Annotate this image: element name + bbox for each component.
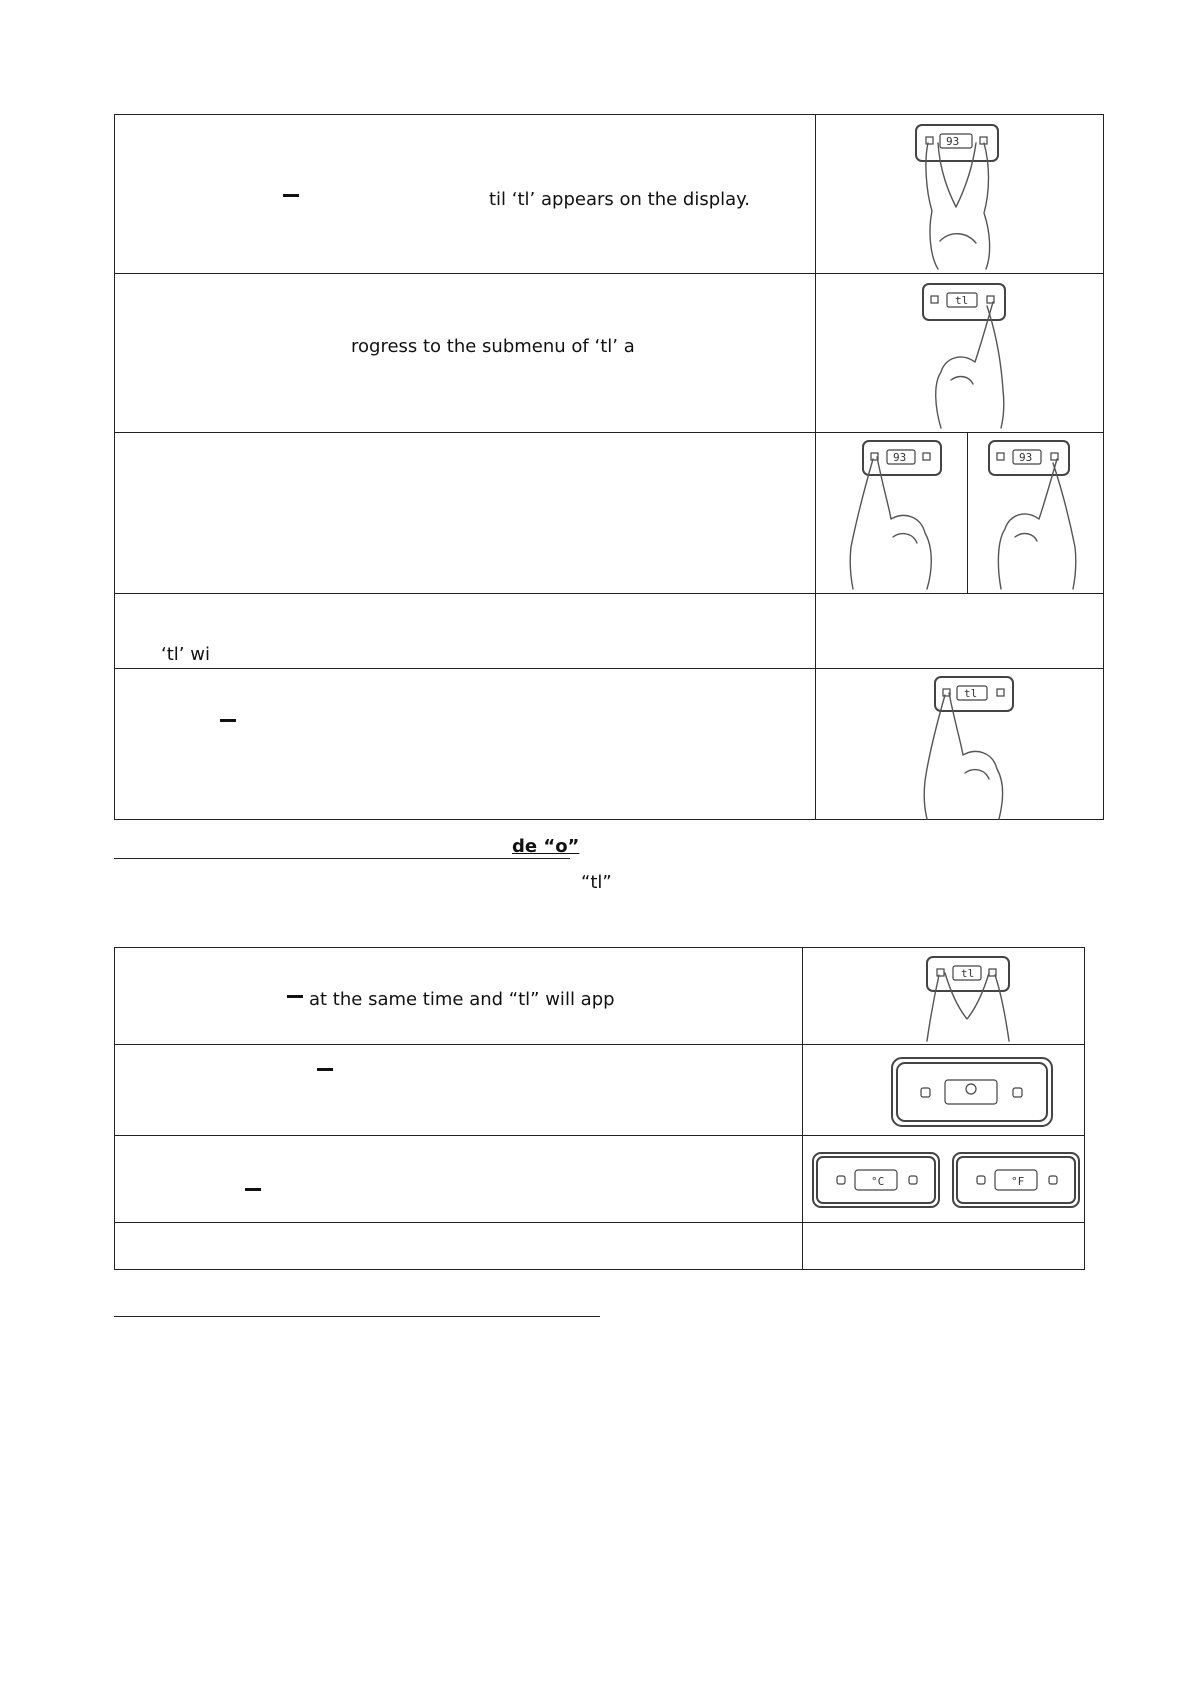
finger-press-plus-illustration (905, 280, 1025, 430)
section-heading-underline (114, 1316, 600, 1317)
minus-symbol (220, 719, 236, 722)
column-divider (967, 433, 968, 593)
table-row (115, 1045, 1084, 1136)
section-heading: de “o” (512, 836, 580, 857)
table-row (115, 115, 1103, 274)
display-readout: tl (955, 294, 969, 307)
minus-symbol (283, 194, 299, 197)
minus-symbol (245, 1188, 261, 1191)
control-panel-illustration (951, 1151, 1081, 1209)
finger-press-plus-illustration (971, 437, 1091, 592)
display-readout: 93 (1019, 451, 1033, 464)
table-row (115, 274, 1103, 433)
minus-symbol (317, 1068, 333, 1071)
table-row (115, 948, 1084, 1045)
svg-text:°C: °C (871, 1175, 885, 1188)
display-readout: tl (961, 967, 975, 980)
display-readout: 93 (946, 135, 960, 148)
table-row (115, 669, 1103, 821)
note-text: “tl” (581, 872, 612, 893)
instruction-table-2 (114, 947, 1085, 1270)
two-finger-press-illustration (923, 953, 1013, 1043)
finger-press-minus-illustration (843, 437, 953, 592)
finger-press-minus-illustration (911, 673, 1021, 821)
step-text: rogress to the submenu of ‘tl’ a (351, 336, 635, 357)
section-heading-underline (114, 858, 570, 859)
instruction-table-1 (114, 114, 1104, 820)
svg-text:°F: °F (1011, 1175, 1025, 1188)
step-text: til ‘tl’ appears on the display. (489, 189, 750, 210)
control-panel-illustration (889, 1055, 1055, 1129)
display-readout: tl (964, 687, 978, 700)
table-row (115, 1223, 1084, 1271)
table-row (115, 594, 1103, 669)
minus-symbol (287, 995, 303, 998)
two-finger-press-illustration (910, 121, 1010, 271)
step-text: at the same time and “tl” will app (309, 989, 615, 1010)
table-row (115, 433, 1103, 594)
control-panel-illustration (811, 1151, 941, 1209)
display-readout: 93 (893, 451, 907, 464)
table-row (115, 1136, 1084, 1223)
step-text: ‘tl’ wi (161, 644, 210, 665)
